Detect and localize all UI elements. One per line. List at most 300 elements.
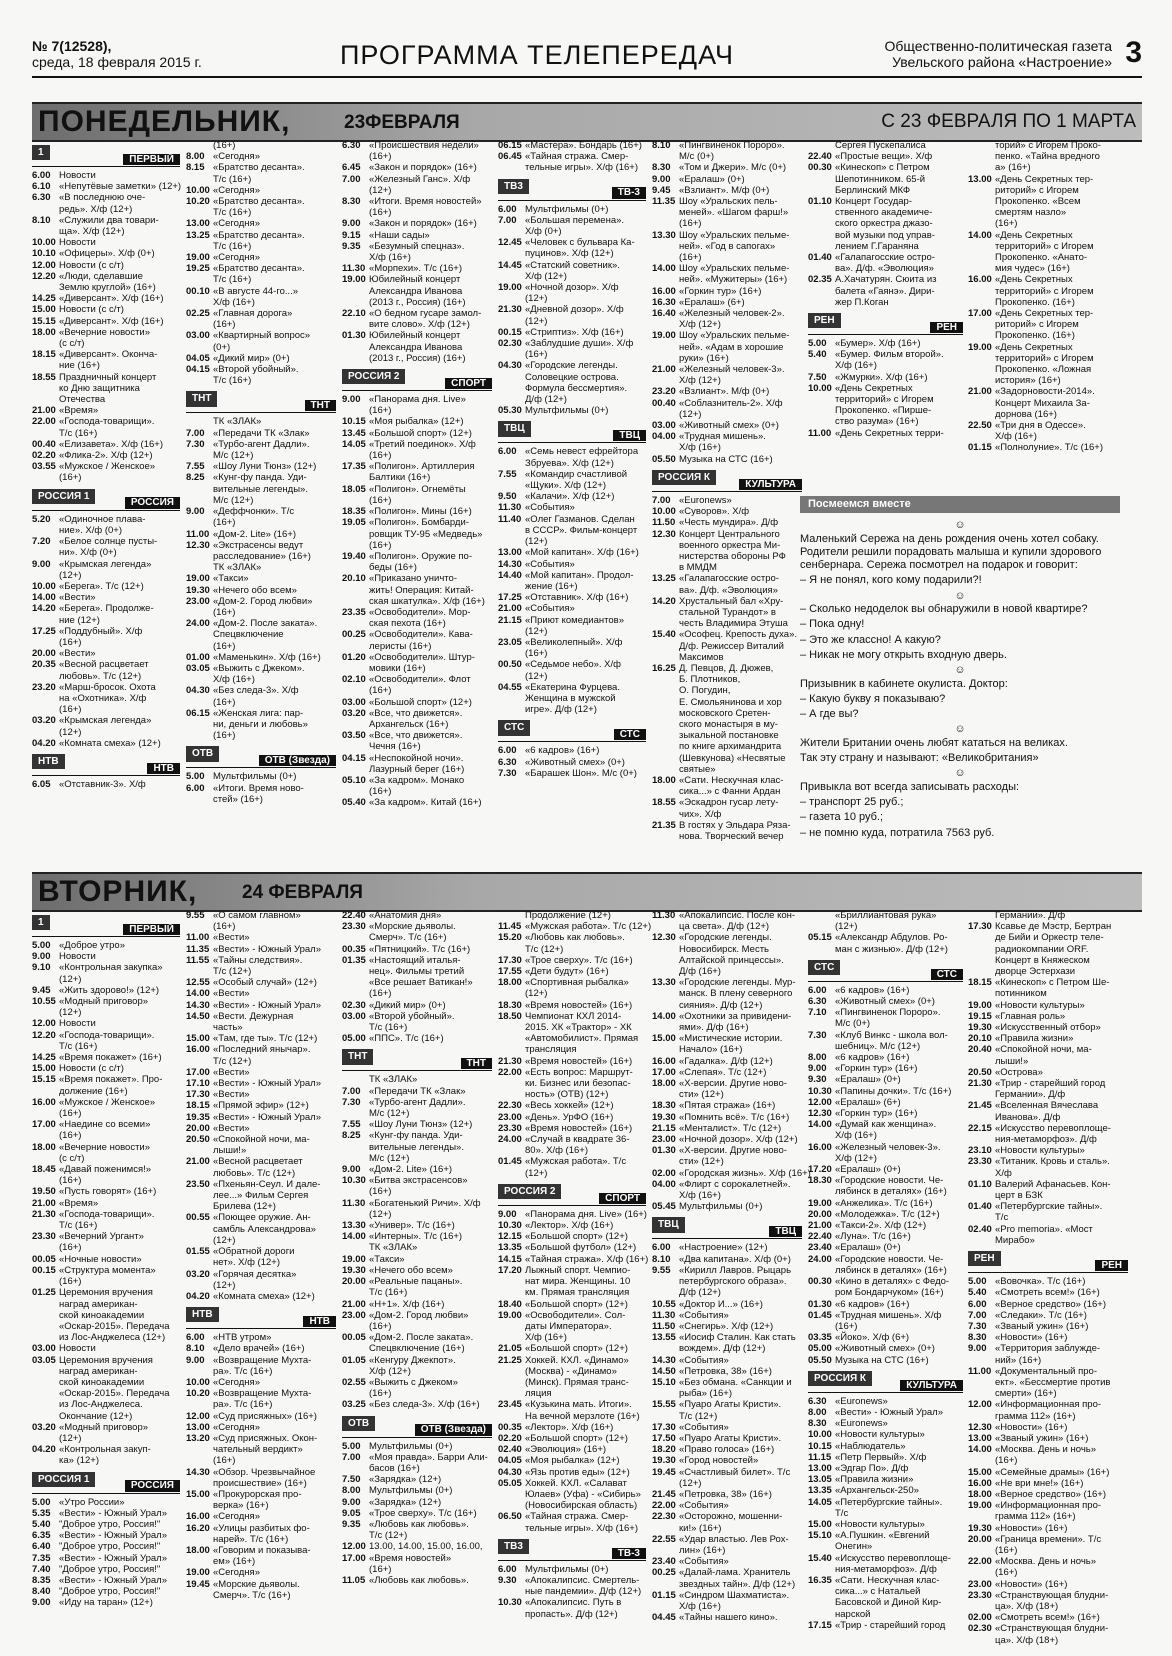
program-line — [186, 1567, 336, 1578]
program-title: пенко. «Тайна вредного — [995, 151, 1100, 163]
program-title: «Пингвиненок Пороро». — [835, 1007, 941, 1019]
program-title: «Время новостей» (16+) — [525, 999, 633, 1011]
program-title: «Горячая десятка» — [213, 1268, 297, 1280]
channel-header — [652, 469, 802, 492]
program-title: (Шевкунова) «Несвятые — [679, 752, 786, 764]
program-line — [186, 794, 336, 805]
program-title: риторий» с Игорем — [995, 319, 1079, 331]
program-title: «Итоги. Время ново- — [213, 782, 304, 794]
program-title: «Петровка, 38» (16+) — [679, 1488, 772, 1500]
program-line — [342, 472, 492, 483]
program-title: территорий» с Игорем — [995, 352, 1094, 364]
program-line — [652, 207, 802, 218]
program-title: «Мастера». Бондарь (16+) — [525, 140, 642, 151]
program-time: 11.00 — [186, 932, 210, 944]
program-title: «Флирт с сорокалетней». — [679, 1178, 791, 1190]
program-time: 13.05 — [808, 1474, 832, 1486]
program-time: 16.00 — [186, 1511, 210, 1523]
program-line — [32, 1209, 180, 1220]
program-time: 21.00 — [968, 386, 992, 398]
program-title: «Большой спорт» (12+) — [525, 1231, 628, 1243]
program-time: 7.55 — [498, 468, 517, 480]
program-title: Т/с — [835, 1507, 849, 1519]
program-time: 14.20 — [652, 595, 676, 607]
program-line — [652, 1299, 802, 1310]
program-time: 23.05 — [498, 636, 522, 648]
program-title: «Флика-2». Х/ф (12+) — [59, 450, 153, 462]
program-time: 14.00 — [968, 229, 992, 241]
program-title: «Берега». Т/с (12+) — [59, 580, 144, 592]
program-title: святые» — [679, 763, 716, 775]
channel-header — [498, 719, 646, 742]
monday-day-name: ПОНЕДЕЛЬНИК, — [38, 105, 291, 138]
program-title: «Городские легенды. Мур- — [679, 977, 796, 989]
program-time: 12.20 — [32, 270, 56, 282]
program-line — [32, 1422, 180, 1433]
program-title: (12+) — [525, 315, 548, 327]
program-time: 15.10 — [808, 1530, 832, 1542]
program-line — [968, 1422, 1128, 1433]
program-title: «Петербургские тайны». — [835, 1496, 943, 1508]
program-title: Д/ф (16+) — [679, 966, 721, 978]
program-title: «Улицы разбитых фо- — [213, 1522, 310, 1534]
monday-col-6 — [808, 140, 963, 490]
program-line — [652, 1523, 802, 1534]
program-time: 6.00 — [808, 984, 827, 996]
program-line — [342, 1198, 492, 1209]
program-title: Смерч». Т/с (16+) — [369, 932, 447, 944]
program-title: (Минск). Прямая транс- — [525, 1376, 629, 1388]
program-line — [498, 394, 646, 405]
program-time: 19.00 — [968, 999, 992, 1011]
program-title: «Слепая». Т/с (12+) — [679, 1066, 767, 1078]
program-time: 05.10 — [342, 774, 366, 786]
program-title: «Кино в деталях» с Федо- — [835, 1276, 950, 1288]
program-line — [186, 308, 336, 319]
program-time: 21.25 — [498, 1354, 522, 1366]
program-line — [342, 1452, 492, 1463]
program-title: ТК «ЗЛАК» — [369, 1242, 418, 1254]
program-title: «Следаки». Т/с (16+) — [995, 1309, 1087, 1321]
program-time: 02.20 — [32, 450, 56, 462]
program-line — [186, 596, 336, 607]
program-time: 10.00 — [32, 237, 56, 249]
program-title: из Лос-Анджелеса. — [59, 1399, 143, 1411]
program-title: «События» — [679, 1421, 729, 1433]
program-line — [652, 1179, 802, 1190]
program-line — [652, 1000, 802, 1011]
program-line — [498, 1123, 646, 1134]
program-line — [342, 1441, 492, 1452]
program-line — [808, 1355, 963, 1366]
program-line — [968, 431, 1128, 442]
smiley-icon: ☺ — [954, 723, 966, 736]
program-line — [32, 514, 180, 525]
program-time: 21.00 — [32, 1197, 56, 1209]
program-title: «Говорим и показыва- — [213, 1544, 311, 1556]
program-line — [968, 966, 1128, 977]
program-time: 04.15 — [342, 752, 366, 764]
program-line — [186, 1355, 336, 1366]
program-title: «Апокалипсис. Смертель- — [525, 1574, 640, 1586]
program-title: (16+) — [213, 140, 236, 151]
program-line — [342, 1287, 492, 1298]
program-time: 03.20 — [32, 1421, 56, 1433]
program-line — [498, 1422, 646, 1433]
channel-name: КУЛЬТУРА — [739, 479, 802, 490]
channel-header — [498, 1538, 646, 1561]
program-title: «Ософец. Крепость духа». — [679, 629, 797, 641]
program-title: «Все, что движется». — [369, 730, 463, 742]
program-title: «Тайны нашего кино». — [679, 1612, 778, 1624]
program-line — [342, 297, 492, 308]
program-line — [652, 618, 802, 629]
program-title: «Автомобилист». Прямая — [525, 1033, 639, 1045]
program-time: 19.45 — [652, 1466, 676, 1478]
program-title: «Утро России» — [59, 1496, 125, 1508]
paper-line-2: Увельского района «Настроение» — [892, 54, 1112, 70]
program-time: 21.30 — [32, 1208, 56, 1220]
program-title: Х/ф (16+) — [679, 442, 721, 454]
program-title: (16+) — [995, 218, 1018, 230]
program-title: «ППС». Т/с (16+) — [369, 1033, 444, 1045]
program-title: «День Секретных — [995, 274, 1073, 286]
program-line — [32, 1265, 180, 1276]
program-title: «Дом-2. После заката». — [369, 1332, 474, 1344]
program-title: Валерий Афанасьев. Кон- — [995, 1178, 1111, 1190]
program-line — [652, 1276, 802, 1287]
program-line — [186, 207, 336, 218]
program-line — [652, 585, 802, 596]
program-line — [652, 151, 802, 162]
program-time: 16.00 — [968, 274, 992, 286]
program-line — [968, 140, 1128, 151]
program-title: нарской — [835, 1608, 871, 1620]
program-time: 13.20 — [186, 1432, 210, 1444]
program-time: 13.00 — [808, 1462, 832, 1474]
program-title: де Бийи и Оркестр теле- — [995, 932, 1104, 944]
tuesday-col-3 — [342, 910, 492, 1640]
smiley-icon: ☺ — [954, 589, 966, 602]
channel-logo-icon: РОССИЯ К — [652, 470, 716, 485]
program-title: Женщина в мужской — [525, 692, 616, 704]
program-line — [186, 140, 336, 151]
channel-header — [808, 312, 963, 335]
program-line — [968, 1355, 1128, 1366]
program-line — [652, 1145, 802, 1156]
program-title: «Трое сверху». Т/с (16+) — [369, 1507, 477, 1519]
program-line — [808, 1463, 963, 1474]
program-title: «События» — [525, 502, 575, 514]
program-title: «Весной расцветает — [213, 1156, 303, 1168]
program-title: ровщик ТУ-95 «Медведь» — [369, 528, 483, 540]
program-line — [32, 192, 180, 203]
program-line — [498, 1156, 646, 1167]
program-title: «Пусть говорят» (16+) — [59, 1186, 157, 1198]
program-line — [968, 1388, 1128, 1399]
channel-name: ТНТ — [461, 1058, 492, 1069]
program-line — [498, 955, 646, 966]
program-line — [32, 1597, 180, 1608]
program-line — [652, 697, 802, 708]
program-time: 7.00 — [498, 214, 517, 226]
program-time: 14.00 — [186, 988, 210, 1000]
program-time: 7.30 — [498, 767, 517, 779]
program-line — [342, 1186, 492, 1197]
program-line — [342, 1508, 492, 1519]
program-line — [498, 615, 646, 626]
program-title: игре». Д/ф (12+) — [525, 704, 597, 716]
program-title: «Безумный спецназ». — [369, 240, 465, 252]
program-title: «Искусство перевоплоще- — [995, 1122, 1111, 1134]
program-title: «День». УрФО (16+) — [525, 1111, 614, 1123]
program-line — [186, 1044, 336, 1055]
joke-line: – не помню куда, потратила 7563 руб. — [800, 826, 995, 839]
program-time: 9.00 — [342, 218, 361, 230]
program-line — [342, 230, 492, 241]
program-line — [808, 416, 963, 427]
program-title: (16+) — [59, 704, 82, 716]
program-line — [342, 1377, 492, 1388]
program-line — [186, 472, 336, 483]
program-time: 19.30 — [652, 1455, 676, 1467]
program-line — [32, 1164, 180, 1175]
program-title: «Новости культуры» — [995, 1145, 1085, 1157]
program-line — [968, 151, 1128, 162]
program-line — [32, 1254, 180, 1265]
program-line — [498, 966, 646, 977]
program-title: сти» (12+) — [679, 1156, 724, 1168]
program-line — [342, 1366, 492, 1377]
program-title: «Сати. Нескучная клас- — [835, 1574, 940, 1586]
program-line — [342, 1299, 492, 1310]
program-time: 12.30 — [968, 1421, 992, 1433]
program-title: Прокопенко. «Анато- — [995, 252, 1088, 264]
program-line — [32, 1455, 180, 1466]
program-time: 9.00 — [186, 1354, 205, 1366]
program-title: «Вести» - Южный Урал» — [213, 1111, 322, 1123]
program-time: 16.00 — [652, 1055, 676, 1067]
program-line — [186, 1433, 336, 1444]
program-title: ского оркестра джазо- — [835, 218, 933, 230]
program-line — [968, 308, 1128, 319]
program-time: 7.55 — [342, 1119, 361, 1131]
program-title: вительные легенды». — [369, 1141, 464, 1153]
program-line — [968, 297, 1128, 308]
program-time: 18.15 — [32, 349, 56, 361]
program-line — [498, 1564, 646, 1575]
program-line — [32, 1030, 180, 1041]
program-line — [808, 1508, 963, 1519]
program-title: «Папины дочки». Т/с (16+) — [835, 1085, 952, 1097]
program-title: лыши!» — [213, 1145, 247, 1157]
program-title: «Прокурорская про- — [213, 1488, 302, 1500]
program-time: 23.00 — [186, 595, 210, 607]
program-line — [32, 779, 180, 790]
program-time: 8.25 — [342, 1130, 361, 1142]
program-line — [186, 342, 336, 353]
program-time: 05.05 — [498, 1477, 522, 1489]
program-line — [342, 241, 492, 252]
program-title: «Дикий мир» (0+) — [369, 999, 446, 1011]
program-title: «Там, где ты». Т/с (12+) — [213, 1033, 318, 1045]
program-title: нова. Творческий вечер — [679, 830, 784, 842]
program-time: 23.45 — [498, 1399, 522, 1411]
program-line — [186, 1190, 336, 1201]
program-time: 5.00 — [186, 771, 205, 783]
tuesday-col-5 — [652, 910, 811, 1640]
program-title: «Суд присяжных. Окон- — [213, 1432, 318, 1444]
program-title: Шоу «Уральских пельме- — [679, 263, 790, 275]
program-line — [186, 540, 336, 551]
program-line — [498, 944, 646, 955]
program-line — [498, 1478, 646, 1489]
program-time: 21.45 — [652, 1488, 676, 1500]
program-time: 13.35 — [498, 1242, 522, 1254]
program-title: «Время новостей» — [369, 1552, 452, 1564]
joke-line: Призывник в кабинете окулиста. Доктор: — [800, 677, 1008, 690]
program-time: 8.10 — [186, 1343, 205, 1355]
program-title: «Дом-2. Lite» (16+) — [369, 1164, 453, 1176]
program-time: 12.30 — [186, 539, 210, 551]
program-time: 17.30 — [498, 954, 522, 966]
program-line — [652, 308, 802, 319]
program-time: 6.00 — [968, 1298, 987, 1310]
program-time: 13.25 — [186, 229, 210, 241]
program-line — [186, 1123, 336, 1134]
program-title: «Большая перемена». — [525, 214, 625, 226]
program-time: 17.55 — [498, 966, 522, 978]
program-title: ца». Х/ф (18+) — [995, 1600, 1059, 1612]
program-title: «Весь хоккей» (12+) — [525, 1100, 614, 1112]
program-title: (12+) — [369, 1208, 392, 1220]
program-time: 01.30 — [808, 1298, 832, 1310]
program-title: 80». Х/ф (16+) — [525, 1145, 589, 1157]
program-time: 04.20 — [32, 737, 56, 749]
channel-name: СТС — [614, 729, 646, 740]
program-line — [498, 1044, 646, 1055]
program-time: 19.00 — [808, 1197, 832, 1209]
program-title: (16+) — [369, 1388, 392, 1400]
program-title: (16+) — [59, 636, 82, 648]
program-line — [498, 1467, 646, 1478]
program-time: 03.00 — [186, 330, 210, 342]
program-line — [342, 944, 492, 955]
program-line — [652, 775, 802, 786]
program-title: «Трудная мишень». Х/ф — [835, 1309, 942, 1321]
program-title: «Освободители». Флот — [369, 674, 471, 686]
program-title: «Берега». Продолже- — [59, 603, 154, 615]
program-line — [498, 162, 646, 173]
program-title: Новости — [59, 1343, 96, 1355]
program-line — [498, 1366, 646, 1377]
program-line — [498, 1433, 646, 1444]
program-line — [186, 1332, 336, 1343]
program-line — [808, 1452, 963, 1463]
program-line — [342, 1485, 492, 1496]
program-title: «Лектор». Х/ф (16+) — [525, 1421, 614, 1433]
program-title: «Новости» (16+) — [995, 1578, 1068, 1590]
program-time: 9.00 — [186, 506, 205, 518]
program-line — [342, 966, 492, 977]
program-title: (16+) — [213, 319, 236, 331]
program-line — [342, 263, 492, 274]
program-time: 03.20 — [186, 1268, 210, 1280]
program-time: 04.45 — [652, 1612, 676, 1624]
program-title: (12+) — [213, 1234, 236, 1246]
program-time: 6.30 — [498, 756, 517, 768]
program-title: ний» (16+) — [995, 1354, 1042, 1366]
program-time: 21.15 — [652, 1122, 676, 1134]
program-time: 15.00 — [968, 1466, 992, 1478]
program-line — [968, 1276, 1128, 1287]
program-line — [32, 450, 180, 461]
program-line — [808, 1142, 963, 1153]
program-title: «Верное средство» (16+) — [995, 1488, 1106, 1500]
program-line — [808, 1418, 963, 1429]
program-title: Мультфильмы (0+) — [369, 1440, 453, 1452]
program-line — [652, 196, 802, 207]
program-title: (16+) — [369, 988, 392, 1000]
program-time: 14.05 — [808, 1496, 832, 1508]
program-time: 19.40 — [342, 550, 366, 562]
program-title: ская пехота (16+) — [369, 618, 446, 630]
program-time: 00.05 — [342, 1332, 366, 1344]
program-line — [32, 985, 180, 996]
program-title: «Время» — [59, 1197, 99, 1209]
program-line — [32, 271, 180, 282]
program-title: «Белое солнце пусты- — [59, 536, 158, 548]
program-line — [808, 1497, 963, 1508]
program-line — [32, 1142, 180, 1153]
program-line — [342, 286, 492, 297]
program-time: 23.20 — [652, 386, 676, 398]
program-line — [342, 988, 492, 999]
program-time: 19.00 — [652, 330, 676, 342]
program-title: Т/с (16+) — [59, 427, 98, 439]
program-title: Мультфильмы (0+) — [525, 1563, 609, 1575]
program-line — [968, 1022, 1128, 1033]
channel-header — [498, 178, 646, 201]
program-line — [808, 174, 963, 185]
program-line — [808, 252, 963, 263]
program-title: "Доброе утро, Россия!" — [59, 1541, 161, 1553]
program-title: басов (16+) — [369, 1462, 420, 1474]
program-title: «Тайная стража. Смер- — [525, 1511, 629, 1523]
program-title: «О самом главном» — [213, 910, 301, 921]
program-time: 02.25 — [186, 308, 210, 320]
program-title: «Городские легенды. — [679, 932, 772, 944]
program-line — [652, 573, 802, 584]
program-title: «О бедном гусаре замол- — [369, 308, 482, 320]
program-title: «Братство десанта». — [213, 229, 305, 241]
program-title: «День Секретных — [995, 229, 1073, 241]
channel-header — [808, 1370, 963, 1393]
program-line — [652, 1056, 802, 1067]
program-title: «Контрольная закуп- — [59, 1444, 151, 1456]
program-line — [186, 1388, 336, 1399]
program-title: «Иосиф Сталин. Как стать — [679, 1332, 796, 1344]
program-title: (16+) — [213, 921, 236, 933]
program-time: 10.30 — [808, 1085, 832, 1097]
program-title: «Москва. День и ночь» — [995, 1556, 1096, 1568]
program-line — [808, 1429, 963, 1440]
program-time: 06.45 — [498, 151, 522, 163]
program-title: Д. Певцов, Д. Дюжев, — [679, 662, 774, 674]
program-title: Концерт Центрального — [679, 528, 780, 540]
program-line — [808, 1097, 963, 1108]
program-time: 04.00 — [652, 1178, 676, 1190]
